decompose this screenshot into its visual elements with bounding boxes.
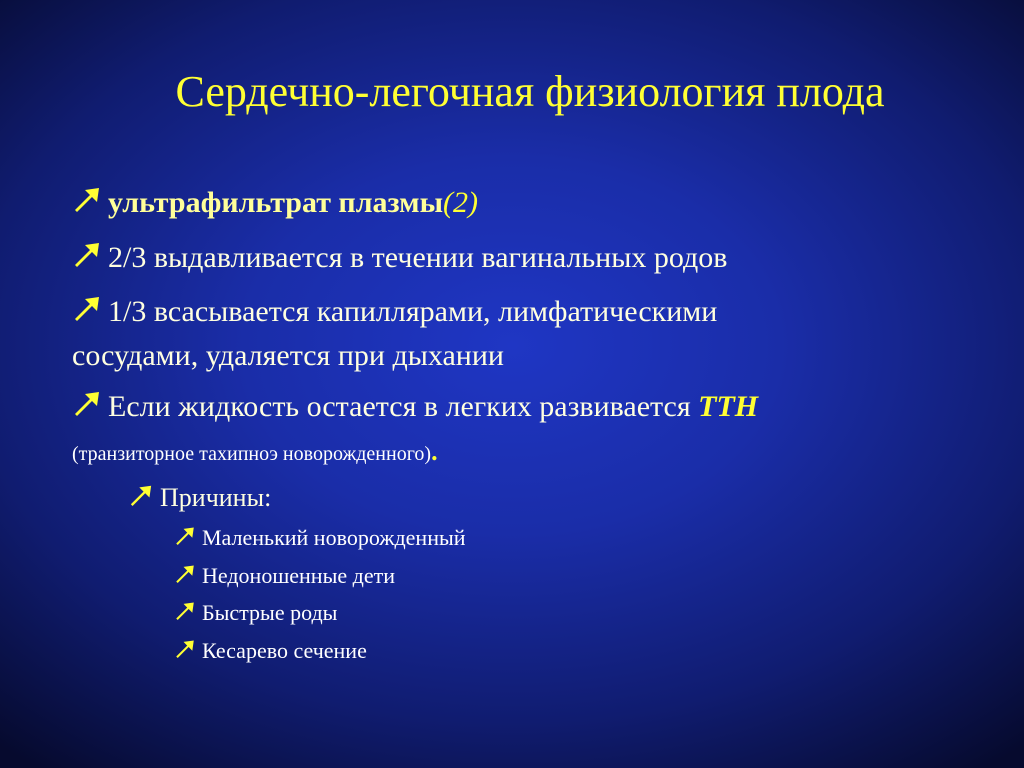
arrow-up-right-icon xyxy=(174,526,196,545)
arrow-up-right-icon xyxy=(72,186,102,212)
bullet-item xyxy=(72,290,717,334)
slide-title: Сердечно-легочная физиология плода xyxy=(175,67,885,116)
cause-text: Недоношенные дети xyxy=(202,563,395,588)
cause-text: Кесарево сечение xyxy=(202,638,367,663)
cause-item xyxy=(174,636,367,666)
arrow-up-right-icon xyxy=(174,601,196,620)
cause-text: Маленький новорожденный xyxy=(202,525,466,550)
cause-item xyxy=(174,561,395,591)
arrow-up-right-icon xyxy=(72,241,102,267)
arrow-up-right-icon xyxy=(72,295,102,321)
tth-explanation xyxy=(72,437,438,469)
cause-text: Быстрые роды xyxy=(202,600,338,625)
tth-explanation-text: (транзиторное тахипноэ новорожденного) xyxy=(72,443,432,465)
bullet-item xyxy=(72,385,758,429)
bullet-text-line2: сосудами, удаляется при дыхании xyxy=(72,339,504,372)
bullet-item xyxy=(72,181,478,225)
bullet-text: 2/3 выдавливается в течении вагинальных родов xyxy=(108,241,728,274)
arrow-up-right-icon xyxy=(174,639,196,658)
arrow-up-right-icon xyxy=(72,390,102,416)
tth-explanation-period: . xyxy=(431,437,438,466)
bullet-text: Если жидкость остается в легких развивается xyxy=(108,390,699,423)
arrow-up-right-icon xyxy=(174,564,196,583)
cause-item xyxy=(174,598,337,628)
bullet-italic-ref: (2) xyxy=(443,186,479,219)
tth-abbreviation: TTH xyxy=(698,390,759,423)
bullet-bold-text: ультрафильтрат плазмы xyxy=(108,186,444,219)
bullet-item xyxy=(72,236,727,280)
causes-label: Причины: xyxy=(160,483,272,512)
causes-heading xyxy=(128,480,271,516)
bullet-text-line1: 1/3 всасывается капиллярами, лимфатическими xyxy=(108,295,718,328)
arrow-up-right-icon xyxy=(128,484,154,506)
cause-item xyxy=(174,523,466,553)
